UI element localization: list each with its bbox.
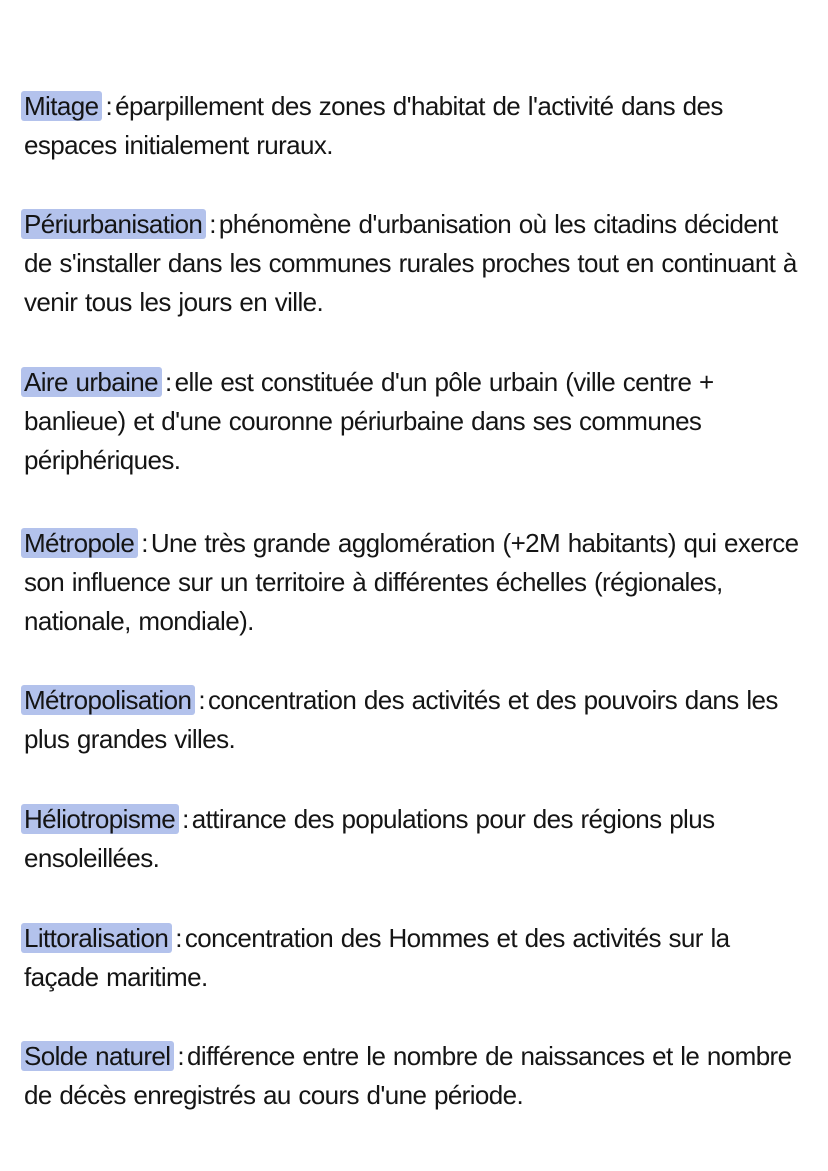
term-highlight: Périurbanisation xyxy=(21,209,206,239)
definition-text: elle est constituée d'un pôle urbain (ville centre + banlieue) et d'une couronne périurbaine dans ses communes périphériques. xyxy=(24,367,714,475)
definition-littoralisation xyxy=(24,919,804,997)
definition-text: Une très grande agglomération (+2M habitants) qui exerce son influence sur un territoire à différentes échelles (régionales, nationale, mondiale). xyxy=(24,528,799,636)
definition-aire-urbaine xyxy=(24,363,804,480)
definition-solde-naturel xyxy=(24,1037,804,1115)
term-highlight: Héliotropisme xyxy=(21,804,179,834)
definition-text: attirance des populations pour des régions plus ensoleillées. xyxy=(24,804,715,873)
definition-metropole xyxy=(24,524,804,641)
term-highlight: Métropolisation xyxy=(21,685,195,715)
term-separator: : xyxy=(209,209,216,239)
term-highlight: Solde naturel xyxy=(21,1041,174,1071)
term-highlight: Mitage xyxy=(21,91,102,121)
term-highlight: Aire urbaine xyxy=(21,367,162,397)
definition-text: concentration des activités et des pouvoirs dans les plus grandes villes. xyxy=(24,685,778,754)
definition-metropolisation xyxy=(24,681,804,759)
term-separator: : xyxy=(177,1041,185,1071)
definition-text: éparpillement des zones d'habitat de l'activité dans des espaces initialement ruraux. xyxy=(24,91,723,160)
definition-heliotropisme xyxy=(24,800,804,878)
term-highlight: Métropole xyxy=(21,528,138,558)
term-separator: : xyxy=(198,685,205,715)
definition-text: phénomène d'urbanisation où les citadins décident de s'installer dans les communes rurales proches tout en continuant à venir tous les jours en ville. xyxy=(24,209,797,317)
term-separator: : xyxy=(141,528,148,558)
term-separator: : xyxy=(175,923,182,953)
definition-text: différence entre le nombre de naissances et le nombre de décès enregistrés au cours d'une période. xyxy=(24,1041,792,1110)
definition-mitage xyxy=(24,87,804,165)
term-separator: : xyxy=(182,804,189,834)
term-separator: : xyxy=(165,367,172,397)
definition-text: concentration des Hommes et des activités sur la façade maritime. xyxy=(24,923,730,992)
term-separator: : xyxy=(105,91,113,121)
term-highlight: Littoralisation xyxy=(21,923,172,953)
definition-periurbanisation xyxy=(24,205,804,322)
